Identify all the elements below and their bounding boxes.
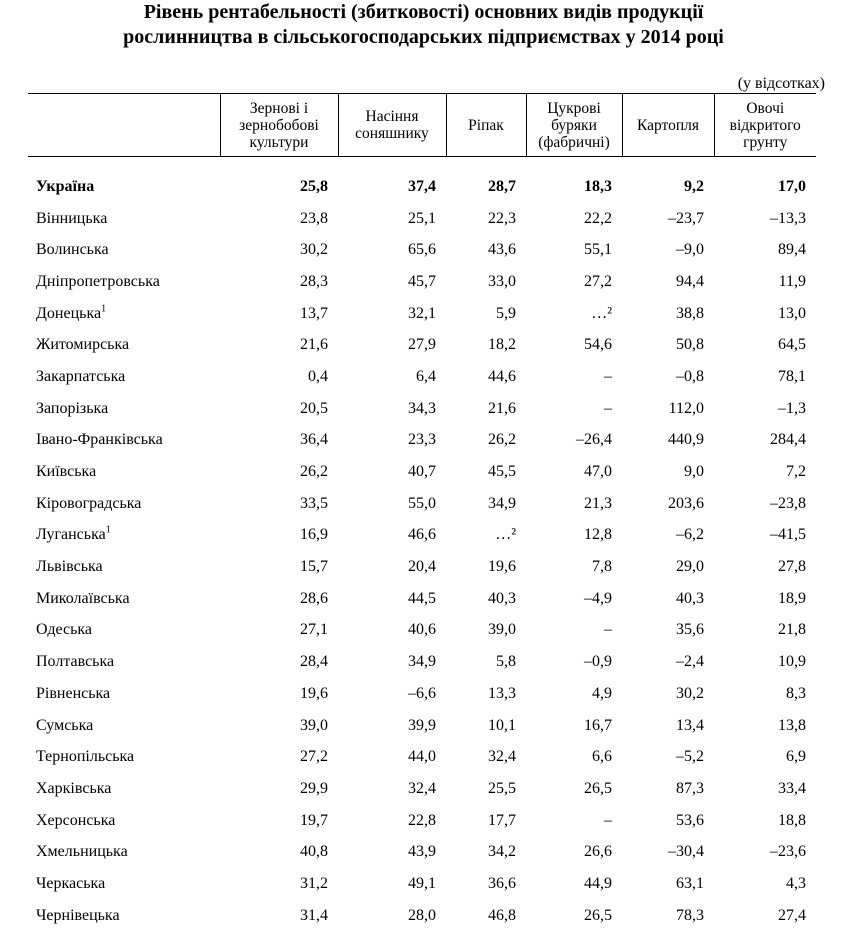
value-cell: 87,3 [676,779,704,797]
table-row [28,805,816,837]
value-cell: 0,4 [308,367,328,385]
value-cell: 13,4 [676,716,704,734]
value-cell: 89,4 [778,241,806,259]
value-cell: 46,8 [488,906,516,924]
value-cell: 30,2 [676,684,704,702]
column-header-sunflower: Насіння соняшнику [338,94,446,157]
table-body [28,157,816,932]
region-name-cell [28,298,220,330]
value-cell: –6,2 [676,526,704,544]
value-cell: 40,8 [300,843,328,861]
value-cell: –0,9 [584,653,612,671]
value-cell: 63,1 [676,874,704,892]
column-header-sugar-beet: Цукрові буряки (фабричні) [526,94,622,157]
value-cell: 27,2 [584,272,612,290]
value-cell: –2,4 [676,653,704,671]
value-cell: 17,7 [488,811,516,829]
region-name: Рівненська [36,684,111,702]
value-cell: –26,4 [576,431,612,449]
column-header-rapeseed: Ріпак [446,94,526,157]
value-cell: 34,2 [488,843,516,861]
value-cell: 34,3 [408,399,436,417]
value-cell: 11,9 [778,272,806,290]
page-title [0,0,847,50]
region-name-cell [28,868,220,900]
region-name: Черкаська [36,874,106,892]
value-cell: 28,6 [300,589,328,607]
value-cell: 4,3 [786,874,806,892]
region-name: Кіровоградська [36,494,142,512]
value-cell: 64,5 [778,336,806,354]
value-cell: 21,3 [584,494,612,512]
value-cell: 78,3 [676,906,704,924]
value-cell: 28,4 [300,653,328,671]
value-cell: 9,2 [684,177,704,195]
value-cell: –23,8 [770,494,806,512]
value-cell: –13,3 [770,209,806,227]
value-cell: 32,4 [408,779,436,797]
region-name-cell [28,678,220,710]
title-line-1: Рівень рентабельності (збитковості) основних видів продукції [143,1,704,23]
table-row [28,900,816,932]
table-row [28,425,816,457]
table-row [28,646,816,678]
value-cell: 13,7 [300,304,328,322]
region-name: Луганська [36,526,106,544]
table-row [28,361,816,393]
profitability-table [28,93,816,932]
region-name-cell [28,615,220,647]
value-cell: 35,6 [676,621,704,639]
value-cell: 45,7 [408,272,436,290]
value-cell: 44,6 [488,367,516,385]
value-cell: 55,1 [584,241,612,259]
table-header-row [28,94,816,157]
value-cell: 55,0 [408,494,436,512]
value-cell: 12,8 [584,526,612,544]
value-cell: 53,6 [676,811,704,829]
region-name: Івано-Франківська [36,431,163,449]
value-cell: 43,6 [488,241,516,259]
region-name: Львівська [36,558,103,576]
value-cell: – [604,367,612,385]
value-cell: –1,3 [778,399,806,417]
region-name: Харківська [36,779,112,797]
region-name: Дніпропетровська [36,272,160,290]
value-cell: 21,6 [300,336,328,354]
region-name: Волинська [36,241,109,259]
region-name: Київська [36,463,97,481]
value-cell: 34,9 [408,653,436,671]
footnote-marker: 1 [105,525,111,537]
region-name-cell [28,805,220,837]
region-name: Донецька [36,304,102,322]
column-header-potatoes: Картопля [622,94,714,157]
value-cell: 18,9 [778,589,806,607]
value-cell: 284,4 [770,431,806,449]
value-cell: 78,1 [778,367,806,385]
value-cell: 40,3 [488,589,516,607]
table-row [28,393,816,425]
region-name-cell [28,456,220,488]
value-cell: 16,7 [584,716,612,734]
value-cell: 27,4 [778,906,806,924]
value-cell: 25,8 [300,177,328,195]
value-cell: 44,5 [408,589,436,607]
value-cell: 46,6 [408,526,436,544]
value-cell: 9,0 [684,463,704,481]
region-name-cell [28,900,220,932]
region-name-cell [28,836,220,868]
value-cell: 36,4 [300,431,328,449]
value-cell: 40,7 [408,463,436,481]
region-name-cell [28,583,220,615]
value-cell: 40,6 [408,621,436,639]
region-name-cell [28,741,220,773]
region-name: Миколаївська [36,589,130,607]
table-row [28,615,816,647]
region-name: Сумська [36,716,94,734]
value-cell: 27,8 [778,558,806,576]
value-cell: 6,4 [416,367,436,385]
value-cell: 19,6 [488,558,516,576]
region-name-cell [28,646,220,678]
table-row [28,329,816,361]
value-cell: 32,4 [488,748,516,766]
value-cell: 22,8 [408,811,436,829]
value-cell: 94,4 [676,272,704,290]
value-cell: 39,0 [300,716,328,734]
value-cell: –6,6 [408,684,436,702]
table-row [28,203,816,235]
value-cell: –23,6 [770,843,806,861]
column-header-region [28,94,220,157]
value-cell: 18,3 [584,177,612,195]
region-name: Закарпатська [36,367,126,385]
value-cell: 5,9 [496,304,516,322]
table-row-total [28,157,816,203]
region-name: Запорізька [36,399,109,417]
value-cell: 40,3 [676,589,704,607]
value-cell: 49,1 [408,874,436,892]
region-name: Полтавська [36,653,115,671]
value-cell: 16,9 [300,526,328,544]
value-cell: 34,9 [488,494,516,512]
table-row [28,741,816,773]
region-name-cell [28,773,220,805]
value-cell: 33,5 [300,494,328,512]
table-row [28,710,816,742]
region-name-cell [28,203,220,235]
value-cell: 10,9 [778,653,806,671]
region-name: Тернопільська [36,748,135,766]
value-cell: –0,8 [676,367,704,385]
table-row [28,266,816,298]
region-name-cell [28,361,220,393]
table-row [28,520,816,552]
value-cell: 21,6 [488,399,516,417]
region-name: Житомирська [36,336,130,354]
value-cell: 31,2 [300,874,328,892]
value-cell: 39,0 [488,621,516,639]
value-cell: 65,6 [408,241,436,259]
table-row [28,678,816,710]
value-cell: 8,3 [786,684,806,702]
column-header-vegetables: Овочі відкритого грунту [714,94,816,157]
value-cell: 32,1 [408,304,436,322]
value-cell: 440,9 [668,431,704,449]
value-cell: 26,2 [300,463,328,481]
value-cell: 22,2 [584,209,612,227]
value-cell: 6,6 [592,748,612,766]
value-cell: 28,0 [408,906,436,924]
value-cell: 28,3 [300,272,328,290]
table-row [28,583,816,615]
value-cell: 112,0 [668,399,704,417]
value-cell: 18,2 [488,336,516,354]
units-note: (у відсотках) [737,75,825,92]
value-cell: 25,5 [488,779,516,797]
region-name-cell [28,393,220,425]
value-cell: …² [495,526,516,544]
table-row [28,456,816,488]
value-cell: 38,8 [676,304,704,322]
value-cell: 203,6 [668,494,704,512]
value-cell: 20,5 [300,399,328,417]
value-cell: 54,6 [584,336,612,354]
value-cell: 27,9 [408,336,436,354]
value-cell: 33,4 [778,779,806,797]
value-cell: –41,5 [770,526,806,544]
region-name: Чернівецька [36,906,120,924]
region-name-cell [28,488,220,520]
value-cell: 33,0 [488,272,516,290]
table-row [28,551,816,583]
region-name-cell [28,520,220,552]
value-cell: 13,0 [778,304,806,322]
title-line-2: рослинництва в сільськогосподарських підприємствах у 2014 році [123,26,724,48]
value-cell: 19,6 [300,684,328,702]
value-cell: 23,3 [408,431,436,449]
value-cell: 50,8 [676,336,704,354]
value-cell: 13,3 [488,684,516,702]
region-name-cell [28,551,220,583]
value-cell: 28,7 [488,177,516,195]
value-cell: …² [591,304,612,322]
table-row [28,234,816,266]
region-name-cell [28,710,220,742]
value-cell: –23,7 [668,209,704,227]
value-cell: 26,6 [584,843,612,861]
region-name-cell [28,234,220,266]
table-row [28,488,816,520]
value-cell: 26,5 [584,779,612,797]
table-row [28,298,816,330]
footnote-marker: 1 [101,303,107,315]
value-cell: 4,9 [592,684,612,702]
value-cell: 20,4 [408,558,436,576]
column-header-grain: Зернові і зернобобові культури [220,94,338,157]
value-cell: 18,8 [778,811,806,829]
value-cell: 5,8 [496,653,516,671]
value-cell: –5,2 [676,748,704,766]
value-cell: 27,2 [300,748,328,766]
value-cell: 10,1 [488,716,516,734]
region-name-cell [28,157,220,203]
value-cell: 30,2 [300,241,328,259]
value-cell: 22,3 [488,209,516,227]
value-cell: 29,0 [676,558,704,576]
value-cell: 29,9 [300,779,328,797]
value-cell: 23,8 [300,209,328,227]
table-row [28,836,816,868]
value-cell: 21,8 [778,621,806,639]
table-row [28,868,816,900]
region-name-cell [28,425,220,457]
value-cell: 43,9 [408,843,436,861]
value-cell: 44,0 [408,748,436,766]
value-cell: –4,9 [584,589,612,607]
region-name: Україна [36,177,95,195]
value-cell: 7,2 [786,463,806,481]
value-cell: 45,5 [488,463,516,481]
value-cell: 44,9 [584,874,612,892]
region-name: Одеська [36,621,93,639]
region-name: Вінницька [36,209,108,227]
value-cell: 36,6 [488,874,516,892]
value-cell: – [604,399,612,417]
value-cell: 17,0 [778,177,806,195]
value-cell: 31,4 [300,906,328,924]
table-row [28,773,816,805]
value-cell: –30,4 [668,843,704,861]
value-cell: – [604,811,612,829]
value-cell: 19,7 [300,811,328,829]
value-cell: 13,8 [778,716,806,734]
value-cell: –9,0 [676,241,704,259]
value-cell: 26,5 [584,906,612,924]
value-cell: – [604,621,612,639]
value-cell: 37,4 [408,177,436,195]
value-cell: 26,2 [488,431,516,449]
region-name-cell [28,329,220,361]
value-cell: 39,9 [408,716,436,734]
value-cell: 15,7 [300,558,328,576]
region-name: Хмельницька [36,843,128,861]
value-cell: 25,1 [408,209,436,227]
region-name: Херсонська [36,811,116,829]
region-name-cell [28,266,220,298]
value-cell: 6,9 [786,748,806,766]
value-cell: 7,8 [592,558,612,576]
value-cell: 27,1 [300,621,328,639]
value-cell: 47,0 [584,463,612,481]
